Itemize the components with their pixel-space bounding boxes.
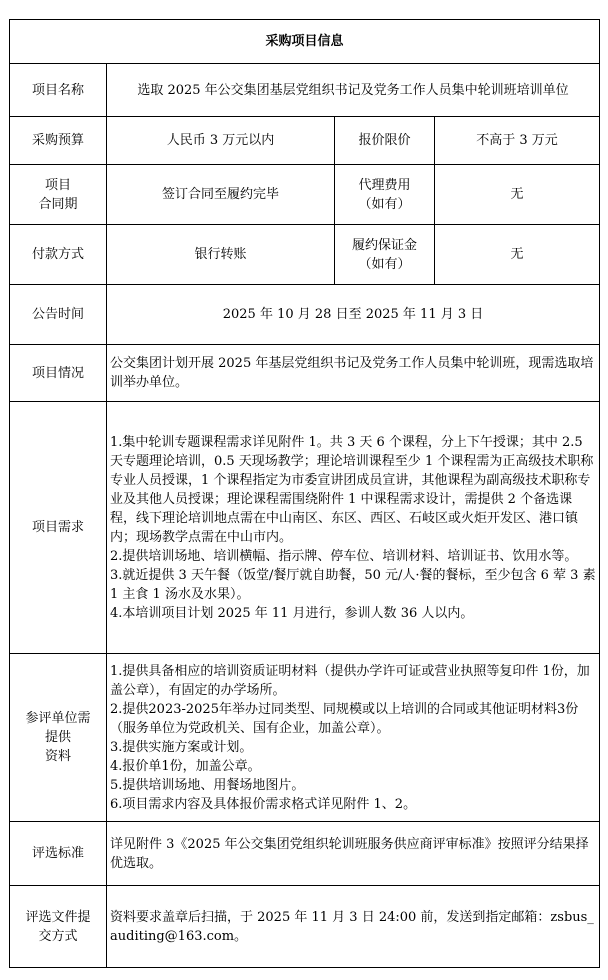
situation-row: [10, 345, 600, 402]
material-item: 6.项目需求内容及具体报价需求格式详见附件 1、2。: [110, 796, 417, 812]
agency-fee-label-line1: 代理费用: [358, 177, 411, 193]
table-title: 采购项目信息: [10, 20, 600, 64]
submission-label: [10, 886, 107, 968]
submission-label-line1: 评选文件提: [25, 909, 91, 925]
material-item: 2.提供2023-2025年举办过同类型、同规模或以上培训的合同或其他证明材料3份（服务单位为党政机关、国有企业，加盖公章）。: [110, 701, 579, 736]
materials-label-line3: 资料: [44, 749, 71, 764]
payment-label: 付款方式: [10, 225, 107, 285]
agency-fee-label-line2: （如有）: [358, 196, 411, 212]
contract-period-label-line2: 合同期: [38, 196, 78, 212]
title-row: [10, 20, 600, 64]
requirements-row: [10, 402, 600, 654]
payment-value: 银行转账: [107, 225, 335, 285]
material-item: 1.提供具备相应的培训资质证明材料（提供办学许可证或营业执照等复印件 1份，加盖公章），有固定的办学场所。: [110, 663, 590, 698]
materials-value: [107, 654, 600, 822]
materials-label-line1: 参评单位需: [25, 711, 91, 726]
contract-period-value: 签订合同至履约完毕: [107, 165, 335, 225]
requirements-value: [107, 402, 600, 654]
criteria-label: 评选标准: [10, 822, 107, 886]
agency-fee-label: [335, 165, 435, 225]
materials-label-line2: 提供: [44, 730, 71, 745]
situation-value: 公交集团计划开展 2025 年基层党组织书记及党务工作人员集中轮训班，现需选取培训举办单位。: [107, 345, 600, 402]
price-limit-label: 报价限价: [335, 117, 435, 165]
submission-row: [10, 886, 600, 968]
deposit-label: [335, 225, 435, 285]
price-limit-value: 不高于 3 万元: [435, 117, 600, 165]
deposit-label-line1: 履约保证金: [351, 237, 417, 253]
contract-period-label: [10, 165, 107, 225]
situation-label: 项目情况: [10, 345, 107, 402]
criteria-row: [10, 822, 600, 886]
material-item: 3.提供实施方案或计划。: [110, 739, 253, 755]
project-name-value: 选取 2025 年公交集团基层党组织书记及党务工作人员集中轮训班培训单位: [107, 64, 600, 117]
materials-row: [10, 654, 600, 822]
announcement-label: 公告时间: [10, 285, 107, 345]
budget-value: 人民币 3 万元以内: [107, 117, 335, 165]
deposit-label-line2: （如有）: [358, 256, 411, 272]
material-item: 5.提供培训场地、用餐场地图片。: [110, 777, 305, 793]
project-name-label: 项目名称: [10, 64, 107, 117]
budget-label: 采购预算: [10, 117, 107, 165]
requirement-item: 1.集中轮训专题课程需求详见附件 1。共 3 天 6 个课程，分上下午授课；其中 2.5 天专题理论培训，0.5 天现场教学；理论培训课程至少 1 个课程需为正高级技术职称专业人员授课，1 个课程指定为市委宣讲团成员宣讲，其他课程为副高级技术职称专业及其他人员授课；理论课程需围绕附件 1 中课程需求设计，需提供 2 个备选课程，线下理论培训地点需在中山南区、东区、西区、石岐区或火炬开发区、港口镇内；现场教学点需在中山市内。: [110, 434, 594, 545]
procurement-info-table: [9, 19, 600, 968]
requirements-label: 项目需求: [10, 402, 107, 654]
requirement-item: 3.就近提供 3 天午餐（饭堂/餐厅就自助餐，50 元/人·餐的餐标，至少包含 6 荤 3 素 1 主食 1 汤水及水果）。: [110, 567, 596, 602]
project-name-row: [10, 64, 600, 117]
payment-row: [10, 225, 600, 285]
contract-period-row: [10, 165, 600, 225]
contract-period-label-line1: 项目: [44, 177, 71, 193]
submission-label-line2: 交方式: [38, 928, 78, 944]
material-item: 4.报价单1份，加盖公章。: [110, 758, 261, 774]
submission-value: 资料要求盖章后扫描，于 2025 年 11 月 3 日 24:00 前，发送到指定邮箱：zsbus_auditing@163.com。: [107, 886, 600, 968]
deposit-value: 无: [435, 225, 600, 285]
materials-label: [10, 654, 107, 822]
requirement-item: 2.提供培训场地、培训横幅、指示牌、停车位、培训材料、培训证书、饮用水等。: [110, 548, 578, 564]
criteria-value: 详见附件 3《2025 年公交集团党组织轮训班服务供应商评审标准》按照评分结果择优选取。: [107, 822, 600, 886]
announcement-value: 2025 年 10 月 28 日至 2025 年 11 月 3 日: [107, 285, 600, 345]
budget-row: [10, 117, 600, 165]
agency-fee-value: 无: [435, 165, 600, 225]
requirement-item: 4.本培训项目计划 2025 年 11 月进行，参训人数 36 人以内。: [110, 605, 474, 621]
announcement-row: [10, 285, 600, 345]
